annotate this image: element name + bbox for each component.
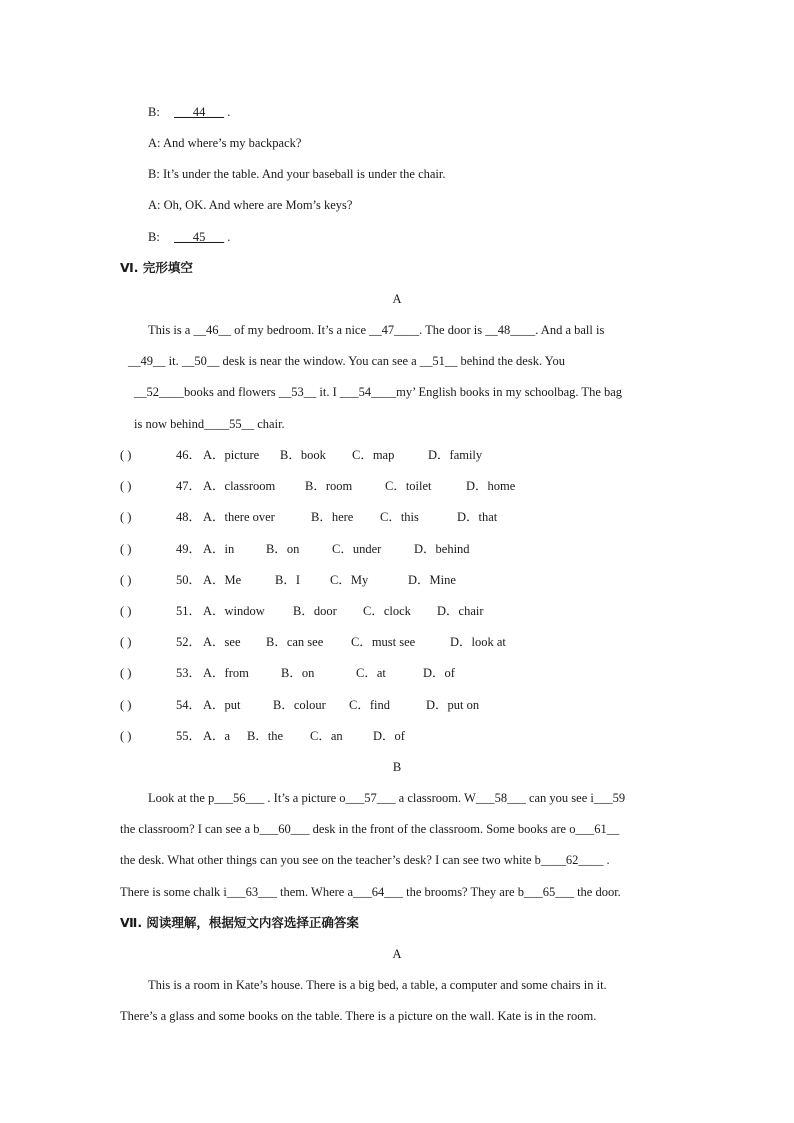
answer-option[interactable]: A．Me bbox=[203, 573, 242, 587]
reading-part-a-label: A bbox=[392, 947, 402, 961]
question-number: 52． bbox=[176, 635, 202, 649]
answer-bracket[interactable]: ( ) bbox=[120, 510, 132, 524]
answer-option[interactable]: D．family bbox=[428, 448, 483, 462]
answer-option[interactable]: D．of bbox=[373, 729, 405, 743]
answer-option[interactable]: B．here bbox=[311, 510, 354, 524]
passage-line: __52____books and flowers __53__ it. I ___54____my’ English books in my schoolbag. The bag bbox=[134, 385, 623, 399]
passage-line: There is some chalk i___63___ them. Where a___64___ the brooms? They are b___65___ the door. bbox=[120, 885, 621, 899]
answer-option[interactable]: A．there over bbox=[203, 510, 275, 524]
dialog-text: . bbox=[227, 230, 231, 244]
answer-option[interactable]: B．the bbox=[247, 729, 284, 743]
question-number: 55． bbox=[176, 729, 202, 743]
answer-bracket[interactable]: ( ) bbox=[120, 448, 132, 462]
answer-option[interactable]: A．put bbox=[203, 698, 241, 712]
question-number: 50． bbox=[176, 573, 202, 587]
passage-line: the desk. What other things can you see on the teacher’s desk? I can see two white b____62____ . bbox=[120, 853, 610, 867]
passage-line: is now behind____55__ chair. bbox=[134, 417, 285, 431]
dialog-text: It’s under the table. And your baseball is under the chair. bbox=[162, 167, 446, 181]
answer-option[interactable]: A．window bbox=[203, 604, 265, 618]
answer-option[interactable]: C．an bbox=[310, 729, 343, 743]
answer-bracket[interactable]: ( ) bbox=[120, 698, 132, 712]
answer-option[interactable]: D．Mine bbox=[408, 573, 456, 587]
answer-option[interactable]: C．My bbox=[330, 573, 369, 587]
answer-bracket[interactable]: ( ) bbox=[120, 729, 132, 743]
answer-option[interactable]: B．I bbox=[275, 573, 301, 587]
question-number: 47． bbox=[176, 479, 202, 493]
dialog-line bbox=[148, 104, 230, 120]
dialog-text: And where’s my backpack? bbox=[162, 136, 302, 150]
answer-option[interactable]: A．from bbox=[203, 666, 249, 680]
section-7-title: Ⅶ. 阅读理解，根据短文内容选择正确答案 bbox=[120, 915, 359, 930]
answer-bracket[interactable]: ( ) bbox=[120, 479, 132, 493]
passage-line: the classroom? I can see a b___60___ desk in the front of the classroom. Some books are o___61__ bbox=[120, 822, 620, 836]
question-number: 48． bbox=[176, 510, 202, 524]
answer-bracket[interactable]: ( ) bbox=[120, 666, 132, 680]
answer-bracket[interactable]: ( ) bbox=[120, 542, 132, 556]
speaker-label: B: bbox=[148, 105, 160, 119]
answer-option[interactable]: D．that bbox=[457, 510, 498, 524]
speaker-label: A: bbox=[148, 136, 161, 150]
answer-option[interactable]: A．in bbox=[203, 542, 235, 556]
answer-option[interactable]: C．map bbox=[352, 448, 395, 462]
passage-line: This is a __46__ of my bedroom. It’s a nice __47____. The door is __48____. And a ball is bbox=[148, 323, 605, 337]
answer-option[interactable]: C．toilet bbox=[385, 479, 432, 493]
answer-option[interactable]: D．put on bbox=[426, 698, 480, 712]
dialog-text: Oh, OK. And where are Mom’s keys? bbox=[163, 198, 353, 212]
answer-option[interactable]: D．chair bbox=[437, 604, 484, 618]
dialog-line bbox=[148, 229, 230, 245]
speaker-label: B: bbox=[148, 230, 160, 244]
question-number: 53． bbox=[176, 666, 202, 680]
question-number: 49． bbox=[176, 542, 202, 556]
question-number: 46． bbox=[176, 448, 202, 462]
answer-option[interactable]: B．colour bbox=[273, 698, 326, 712]
answer-option[interactable]: B．on bbox=[281, 666, 315, 680]
section-6-title: Ⅵ. 完形填空 bbox=[120, 260, 193, 275]
answer-bracket[interactable]: ( ) bbox=[120, 604, 132, 618]
passage-line: Look at the p___56___ . It’s a picture o___57___ a classroom. W___58___ can you see i___59 bbox=[148, 791, 626, 805]
answer-option[interactable]: B．door bbox=[293, 604, 337, 618]
answer-option[interactable]: C．this bbox=[380, 510, 419, 524]
reading-line: This is a room in Kate’s house. There is a big bed, a table, a computer and some chairs in it. bbox=[148, 978, 607, 992]
dialog-text: . bbox=[227, 105, 231, 119]
passage-line: __49__ it. __50__ desk is near the window. You can see a __51__ behind the desk. You bbox=[128, 354, 565, 368]
answer-option[interactable]: C．at bbox=[356, 666, 386, 680]
answer-option[interactable]: D．behind bbox=[414, 542, 470, 556]
dialog-line bbox=[148, 135, 301, 151]
answer-option[interactable]: B．can see bbox=[266, 635, 324, 649]
answer-option[interactable]: B．on bbox=[266, 542, 300, 556]
dialog-line bbox=[148, 197, 352, 213]
speaker-label: B: bbox=[148, 167, 160, 181]
answer-option[interactable]: B．book bbox=[280, 448, 326, 462]
question-number: 54． bbox=[176, 698, 202, 712]
answer-option[interactable]: C．find bbox=[349, 698, 390, 712]
answer-option[interactable]: C．under bbox=[332, 542, 382, 556]
answer-option[interactable]: C．must see bbox=[351, 635, 416, 649]
speaker-label: A: bbox=[148, 198, 161, 212]
answer-option[interactable]: C．clock bbox=[363, 604, 411, 618]
answer-option[interactable]: A．picture bbox=[203, 448, 260, 462]
answer-option[interactable]: D．home bbox=[466, 479, 516, 493]
answer-bracket[interactable]: ( ) bbox=[120, 635, 132, 649]
answer-blank-44: ___44___ bbox=[174, 105, 225, 119]
part-a-label: A bbox=[392, 292, 402, 306]
answer-option[interactable]: A．see bbox=[203, 635, 241, 649]
reading-line: There’s a glass and some books on the table. There is a picture on the wall. Kate is in the room. bbox=[120, 1009, 597, 1023]
dialog-line bbox=[148, 166, 446, 182]
question-number: 51． bbox=[176, 604, 202, 618]
answer-option[interactable]: A．classroom bbox=[203, 479, 276, 493]
answer-option[interactable]: B．room bbox=[305, 479, 353, 493]
answer-option[interactable]: D．look at bbox=[450, 635, 506, 649]
answer-option[interactable]: A．a bbox=[203, 729, 231, 743]
answer-option[interactable]: D．of bbox=[423, 666, 455, 680]
answer-bracket[interactable]: ( ) bbox=[120, 573, 132, 587]
part-b-label: B bbox=[392, 760, 402, 774]
answer-blank-45: ___45___ bbox=[174, 230, 225, 244]
